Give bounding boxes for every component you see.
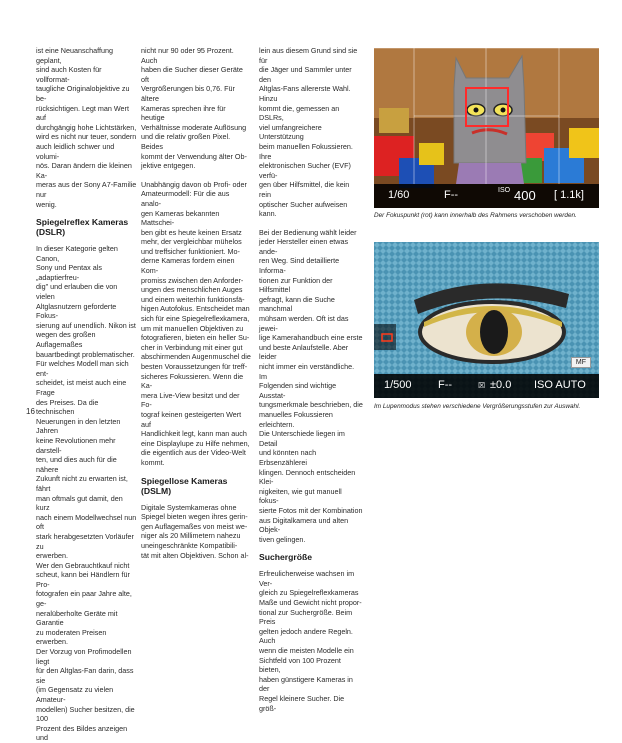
text-line: promiss zwischen den Anforder-	[141, 275, 244, 285]
text-column-3	[259, 46, 363, 713]
text-line: neralüberholte Geräte mit Garantie	[36, 608, 118, 628]
viewfinder-photo-magnified	[374, 242, 599, 398]
text-line: zu moderaten Preisen erwerben.	[36, 627, 107, 647]
text-line: taugliche Originalobjektive zu be-	[36, 84, 130, 103]
text-line: Amateurmodell: Für die aus analo-	[141, 189, 230, 208]
text-line: keine Revolutionen mehr darstell-	[36, 435, 116, 455]
text-line: tograf keinen gesteigerten Wert auf	[141, 409, 242, 429]
text-line: ist eine Neuanschaffung geplant,	[36, 46, 113, 65]
paragraph	[259, 228, 363, 545]
text-line: kommt.	[141, 457, 165, 467]
text-line: beim manuellen Fokussieren. Ihre	[259, 141, 353, 161]
paragraph	[36, 244, 137, 743]
text-line: und treffsicher funktioniert. Mo-	[141, 246, 240, 256]
exposure-compensation: ±0.0	[490, 379, 512, 391]
text-column-2	[141, 46, 251, 560]
text-line: sicheres Fokussieren. Wenn die Ka-	[141, 371, 244, 391]
text-line: nicht immer ein verständliche. Im	[259, 362, 355, 381]
text-line: Bei der Bedienung wählt leider	[259, 227, 357, 237]
text-line: Erfreulicherweise wachsen im Ver-	[259, 569, 355, 588]
text-line: abschirmenden Augenmuschel die	[141, 352, 251, 362]
text-line: nach einem Modellwechsel nun oft	[36, 512, 137, 532]
viewfinder-photo-focus-point	[374, 48, 599, 208]
text-line: sich für eine Spiegelreflexkamera,	[141, 314, 250, 324]
text-line: In dieser Kategorie gelten Canon,	[36, 244, 118, 263]
aperture-value: F--	[444, 189, 459, 201]
text-line: manuelles Fokussieren erleichtern.	[259, 409, 333, 429]
text-line: tional zur Suchergröße. Beim Preis	[259, 607, 353, 627]
text-line: die eigentlich aus der Video-Welt	[141, 448, 246, 458]
text-line: Folgenden sind wichtige Ausstat-	[259, 381, 337, 400]
text-line: mühsam werden. Oft ist das jewei-	[259, 314, 349, 333]
text-line: scheidet, ist meist auch eine Frage	[36, 378, 127, 397]
text-line: gen über Hilfsmittel, die kein rein	[259, 180, 350, 199]
text-line: Zukunft nicht zu erwarten ist, fährt	[36, 474, 128, 493]
text-line: tiven gelingen.	[259, 534, 306, 544]
text-line: Vergrößerungen bis 0,76. Für ältere	[141, 84, 235, 103]
text-line: jeder Hersteller einen etwas ande-	[259, 237, 349, 256]
text-line: nös. Daran ändern die kleinen Ka-	[36, 161, 132, 180]
text-line: Wer den Gebrauchtkauf nicht	[36, 560, 130, 570]
exposure-icon: ☒	[478, 381, 486, 390]
text-line: Prozent des Bildes anzeigen und	[36, 723, 128, 743]
text-line: ungen des menschlichen Auges	[141, 285, 243, 295]
text-line: Kameras sprechen ihre für heutige	[141, 103, 226, 123]
text-line: nicht nur 90 oder 95 Prozent. Auch	[141, 46, 234, 65]
text-line: ren Weg. Sind detaillierte Informa-	[259, 256, 340, 276]
text-line: fotografieren, bieten ein heller Su-	[141, 333, 250, 343]
text-line: meras aus der Sony A7-Familie nur	[36, 180, 137, 199]
paragraph	[141, 180, 251, 468]
paragraph	[259, 569, 363, 713]
text-line: eine Displaylupe zu Hilfe nehmen,	[141, 438, 250, 448]
text-line: wenn die meisten Modelle ein	[259, 646, 354, 656]
text-line: optischer Sucher aufweisen kann.	[259, 199, 348, 219]
shutter-speed: 1/60	[388, 189, 410, 201]
viewfinder-info-bar	[374, 184, 599, 208]
section-heading-dslm: Spiegellose Kameras (DSLM)	[141, 475, 228, 496]
text-line: kommt der Verwendung älter Ob-	[141, 151, 247, 161]
text-line: für den Altglas-Fan darin, dass sie	[36, 666, 134, 685]
text-line: Altglas-Fans allererste Wahl. Hinzu	[259, 84, 351, 103]
iso-value: 400	[514, 188, 536, 203]
text-line: Digitale Systemkameras ohne	[141, 502, 237, 512]
text-line: sierung auf unendlich. Nikon ist	[36, 320, 136, 330]
text-line: lein aus diesem Grund sind sie für	[259, 46, 358, 65]
text-line: higen Autofokus. Entscheidet man	[141, 304, 250, 314]
text-line: wird es nicht nur teuer, sondern	[36, 132, 137, 142]
text-line: gefragt, kann die Suche manchmal	[259, 294, 335, 314]
text-line: Der Vorzug von Profimodellen liegt	[36, 647, 132, 666]
text-line: gen Kameras bekannten Mattschei-	[141, 208, 220, 228]
paragraph	[141, 503, 251, 561]
text-line: um mit manuellen Objektiven zu	[141, 323, 244, 333]
text-line: Regel kleinere Sucher. Die größ-	[259, 694, 345, 713]
text-line: sierte Fotos mit der Kombination	[259, 505, 363, 515]
text-line: Neuerungen in den letzten Jahren	[36, 416, 121, 436]
text-line: rücksichtigen. Legt man Wert auf	[36, 103, 129, 123]
text-line: sind auch Kosten für vollformat-	[36, 65, 102, 84]
aperture-value: F--	[438, 379, 453, 391]
paragraph	[259, 46, 363, 219]
text-line: scheut, kann bei Händlern für Pro-	[36, 570, 130, 589]
paragraph	[141, 46, 251, 171]
text-line: stark herabgesetzten Vorläufer zu	[36, 531, 134, 551]
text-line: haben günstigere Kameras in der	[259, 674, 353, 694]
section-heading-dslr: Spiegelreflex Kameras (DSLR)	[36, 217, 129, 238]
text-line: auch leidlich schwer und volumi-	[36, 141, 115, 161]
text-line: klingen. Dennoch entscheiden Klei-	[259, 467, 356, 487]
text-line: und die relativ großen Pixel. Beides	[141, 132, 231, 151]
text-line: mehr, der vergleichbar mühelos	[141, 237, 242, 247]
text-line: uneingeschränkte Kompatibili-	[141, 540, 238, 550]
text-line: erwerben.	[36, 551, 68, 561]
text-line: niger als 20 Millimetern nahezu	[141, 531, 241, 541]
iso-label: ISO	[498, 187, 511, 194]
text-line: elektronischen Sucher (EVF) verfü-	[259, 161, 351, 180]
text-line: Handlichkeit legt, kann man auch	[141, 429, 247, 439]
text-line: Die Unterschiede liegen im Detail	[259, 429, 345, 448]
text-line: ten, und dies auch für die nähere	[36, 455, 117, 474]
text-line: man oftmals gut damit, den kurz	[36, 493, 123, 513]
text-line: tungsmerkmale beschrieben, die	[259, 400, 363, 410]
text-line: modellen) Sucher besitzen, die 100	[36, 704, 135, 724]
text-line: besten Voraussetzungen für treff-	[141, 362, 248, 371]
text-line: des Preises. Da die technischen	[36, 397, 99, 417]
text-line: nigkeiten, wie gut manuell fokus-	[259, 486, 342, 506]
text-line: gleich zu Spiegelreflexkameras	[259, 588, 359, 598]
text-column-1	[36, 46, 137, 743]
text-line: cher in Verbindung mit einer gut	[141, 342, 243, 352]
shutter-speed: 1/500	[384, 379, 412, 391]
text-line: dig" und erlauben die von vielen	[36, 282, 118, 302]
text-line: Verhältnisse moderate Auflösung	[141, 122, 247, 132]
text-line: (im Gegensatz zu vielen Amateur-	[36, 685, 114, 704]
manual-focus-badge: MF	[571, 357, 591, 368]
text-line: Für welches Modell man sich ent-	[36, 359, 129, 378]
text-line: lige Kamerahandbuch eine erste	[259, 333, 363, 343]
text-line: haben die Sucher dieser Geräte oft	[141, 65, 243, 84]
section-heading-suchergroesse: Suchergröße	[259, 552, 313, 563]
text-line: die Jäger und Sammler unter den	[259, 65, 352, 84]
text-line: Unabhängig davon ob Profi- oder	[141, 179, 247, 189]
page-number: 16	[26, 407, 35, 416]
text-line: Spiegel bieten wegen ihres gerin-	[141, 512, 248, 522]
text-line: ben gibt es heute keinen Ersatz	[141, 227, 242, 237]
text-line: und beste Anlaufstelle. Aber leider	[259, 342, 349, 362]
text-line: tät mit alten Objektiven. Schon al-	[141, 550, 249, 560]
text-line: viel umfangreichere Unterstützung	[259, 122, 322, 142]
text-line: tionen zur Funktion der Hilfsmittel	[259, 275, 333, 295]
figure-caption-2: Im Lupenmodus stehen verschiedene Vergrößerungsstufen zur Auswahl.	[374, 403, 581, 410]
text-line: kommt die, gemessen an DSLRs,	[259, 103, 340, 123]
text-line: und könnten nach Erbsenzählerei	[259, 448, 317, 467]
text-line: Altglasnutzern geforderte Fokus-	[36, 301, 117, 321]
text-line: Sichtfeld von 100 Prozent bieten,	[259, 655, 341, 675]
paragraph	[36, 46, 137, 209]
text-line: und einem weiterhin funktionsfä-	[141, 294, 245, 304]
text-line: Maße und Gewicht nicht propor-	[259, 598, 362, 608]
text-line: gen Auflagemaßes von meist we-	[141, 521, 248, 531]
text-line: wenig.	[36, 199, 57, 209]
iso-setting: ISO AUTO	[534, 379, 586, 391]
text-line: mera Live-View besitzt und der Fo-	[141, 390, 240, 410]
text-line: durchgängig hohe Lichtstärken,	[36, 122, 137, 132]
viewfinder-info-bar	[374, 374, 599, 398]
text-line: derne Kameras fordern einen Kom-	[141, 256, 235, 276]
text-line: bauartbedingt problematischer.	[36, 349, 135, 359]
magnification-readout: [ 1.1k]	[554, 189, 584, 201]
text-line: gelten jedoch andere Regeln. Auch	[259, 626, 353, 646]
text-line: jektive entgegen.	[141, 161, 196, 171]
figure-caption-1: Der Fokuspunkt (rot) kann innerhalb des Rahmens verschoben werden.	[374, 212, 577, 219]
text-line: aus Digitalkamera und alten Objek-	[259, 515, 349, 535]
text-line: fotografen ein paar Jahre alte, ge-	[36, 589, 132, 609]
text-line: Sony und Pentax als „adaptierfreu-	[36, 263, 102, 282]
text-line: wegen des großen Auflagemaßes	[36, 330, 96, 350]
